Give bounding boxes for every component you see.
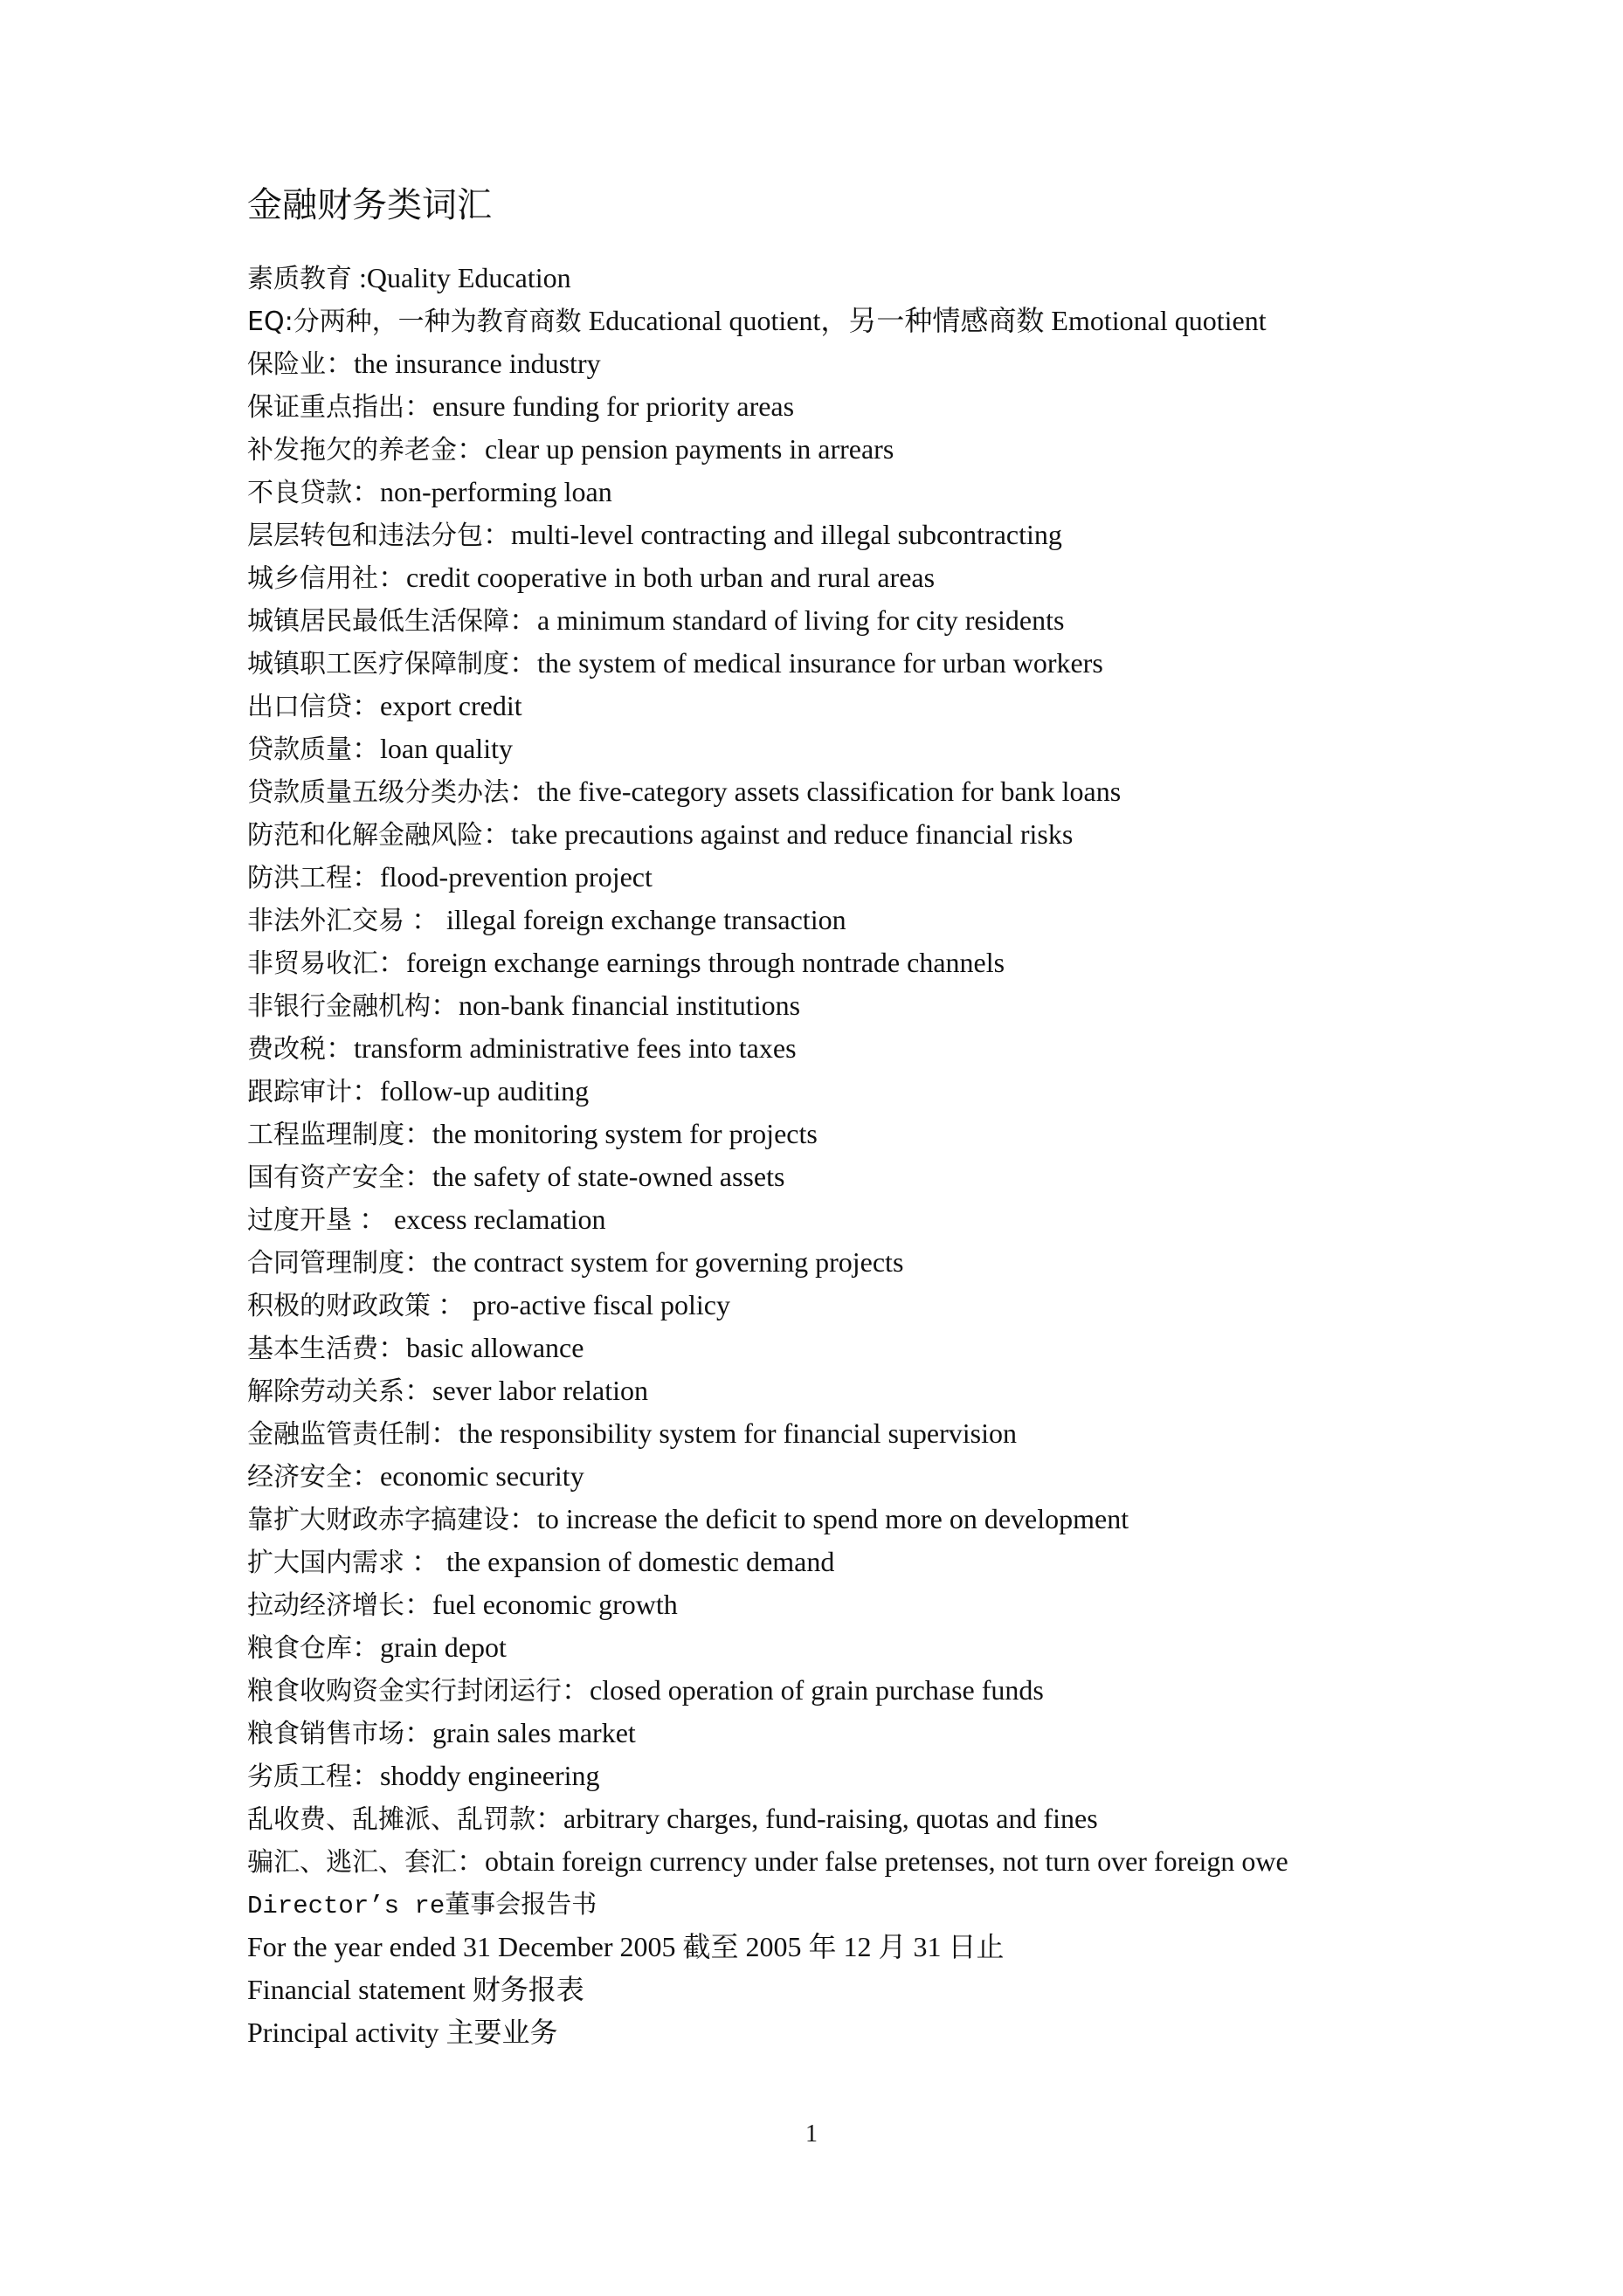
term-english: ：shoddy engineering xyxy=(352,1760,600,1791)
term-english: ：loan quality xyxy=(352,733,513,764)
glossary-entry xyxy=(247,1241,1470,1284)
term-chinese: 贷款质量五级分类办法 xyxy=(247,777,509,808)
glossary-entry xyxy=(247,984,1470,1027)
glossary-entry xyxy=(247,1797,1470,1840)
term-english: ：flood-prevention project xyxy=(352,861,653,893)
term-english: ：ensure funding for priority areas xyxy=(404,390,795,422)
glossary-entry xyxy=(247,514,1470,556)
term-chinese: 工程监理制度 xyxy=(247,1120,404,1150)
term-english: For the year ended 31 December 2005 截至 2005 年 12 月 31 日止 xyxy=(247,1931,1005,1962)
term-english: ： illegal foreign exchange transaction xyxy=(404,904,846,935)
term-chinese: 非法外汇交易 xyxy=(247,906,404,936)
term-chinese: 积极的财政政策 xyxy=(247,1291,431,1321)
term-chinese: 出口信贷 xyxy=(247,692,352,722)
glossary-entry xyxy=(247,1968,1470,2011)
term-english: :Quality Education xyxy=(352,262,571,293)
term-chinese: 防范和化解金融风险 xyxy=(247,820,483,851)
glossary-entry xyxy=(247,1583,1470,1626)
term-chinese: 粮食收购资金实行封闭运行 xyxy=(247,1676,562,1706)
glossary-entry xyxy=(247,1027,1470,1070)
term-chinese: 骗汇、逃汇、套汇 xyxy=(247,1847,457,1878)
term-english: ：basic allowance xyxy=(378,1332,584,1363)
document-title: 金融财务类词汇 xyxy=(247,185,492,225)
glossary-entry xyxy=(247,1455,1470,1498)
term-chinese: 粮食仓库 xyxy=(247,1633,352,1664)
term-chinese: 解除劳动关系 xyxy=(247,1376,404,1407)
glossary-entry xyxy=(247,1284,1470,1327)
glossary-entry xyxy=(247,1840,1470,1883)
glossary-entry xyxy=(247,1755,1470,1797)
term-english: ：the system of medical insurance for urban workers xyxy=(509,647,1103,679)
glossary-entry xyxy=(247,1155,1470,1198)
term-english: ：take precautions against and reduce financial risks xyxy=(483,818,1074,850)
term-english: ：grain sales market xyxy=(404,1717,636,1748)
term-chinese: 拉动经济增长 xyxy=(247,1590,404,1621)
term-english: ：export credit xyxy=(352,690,522,721)
glossary-entry xyxy=(247,685,1470,727)
glossary-entry xyxy=(247,257,1470,300)
term-chinese: 非银行金融机构 xyxy=(247,991,431,1022)
term-english: ：the monitoring system for projects xyxy=(404,1118,818,1149)
glossary-entry xyxy=(247,471,1470,514)
glossary-entry xyxy=(247,1113,1470,1155)
term-english: ：the safety of state-owned assets xyxy=(404,1161,785,1192)
term-chinese: 基本生活费 xyxy=(247,1334,378,1364)
glossary-entry xyxy=(247,1412,1470,1455)
term-chinese: 国有资产安全 xyxy=(247,1162,404,1193)
glossary-entry xyxy=(247,813,1470,856)
term-english: ：the five-category assets classification for bank loans xyxy=(509,776,1122,807)
term-english: ：sever labor relation xyxy=(404,1375,649,1406)
glossary-entry xyxy=(247,770,1470,813)
glossary-entry xyxy=(247,899,1470,941)
term-english: ：economic security xyxy=(352,1460,584,1492)
term-chinese: 扩大国内需求 xyxy=(247,1548,404,1578)
glossary-entry xyxy=(247,1626,1470,1669)
term-english: ：fuel economic growth xyxy=(404,1589,678,1620)
glossary-entry xyxy=(247,556,1470,599)
glossary-entry xyxy=(247,342,1470,385)
glossary-entry xyxy=(247,300,1470,342)
term-chinese: 城镇职工医疗保障制度 xyxy=(247,649,509,679)
glossary-entry xyxy=(247,2011,1470,2054)
term-english: ： excess reclamation xyxy=(352,1203,606,1235)
glossary-entry xyxy=(247,1198,1470,1241)
glossary-entry xyxy=(247,428,1470,471)
term-chinese: 粮食销售市场 xyxy=(247,1719,404,1749)
glossary-list xyxy=(247,257,1470,2054)
glossary-entry xyxy=(247,1712,1470,1755)
term-chinese: 补发拖欠的养老金 xyxy=(247,435,457,465)
term-chinese: 不良贷款 xyxy=(247,478,352,508)
glossary-entry xyxy=(247,1498,1470,1541)
term-chinese: 费改税 xyxy=(247,1034,326,1065)
term-chinese: 贷款质量 xyxy=(247,734,352,765)
glossary-entry xyxy=(247,1541,1470,1583)
term-chinese: 非贸易收汇 xyxy=(247,948,378,979)
glossary-entry xyxy=(247,856,1470,899)
page-number: 1 xyxy=(805,2120,818,2148)
term-english: ： the expansion of domestic demand xyxy=(404,1546,835,1577)
term-chinese: 合同管理制度 xyxy=(247,1248,404,1279)
term-english: ：to increase the deficit to spend more on development xyxy=(509,1503,1129,1534)
term-chinese: 经济安全 xyxy=(247,1462,352,1493)
term-english: ：a minimum standard of living for city residents xyxy=(509,604,1065,636)
glossary-entry xyxy=(247,1369,1470,1412)
term-english: ：closed operation of grain purchase funds xyxy=(562,1674,1044,1706)
glossary-entry xyxy=(247,1070,1470,1113)
term-english: ：obtain foreign currency under false pretenses, not turn over foreign owe xyxy=(457,1845,1288,1877)
glossary-entry xyxy=(247,1669,1470,1712)
term-chinese: 层层转包和违法分包 xyxy=(247,521,483,551)
term-english: ：the insurance industry xyxy=(326,348,601,379)
term-chinese: 靠扩大财政赤字搞建设 xyxy=(247,1505,509,1535)
glossary-entry xyxy=(247,1883,1470,1926)
term-chinese: 城镇居民最低生活保障 xyxy=(247,606,509,637)
glossary-entry xyxy=(247,1926,1470,1968)
term-chinese: 素质教育 xyxy=(247,264,352,294)
term-english: ： pro-active fiscal policy xyxy=(431,1289,730,1320)
term-chinese: 保证重点指出 xyxy=(247,392,404,423)
term-english: ：grain depot xyxy=(352,1631,507,1663)
term-chinese: 防洪工程 xyxy=(247,863,352,893)
term-english: Financial statement 财务报表 xyxy=(247,1974,584,2005)
term-english: ：multi-level contracting and illegal subcontracting xyxy=(483,519,1062,550)
glossary-entry xyxy=(247,642,1470,685)
term-english: ：the contract system for governing projects xyxy=(404,1246,904,1278)
term-chinese: 过度开垦 xyxy=(247,1205,352,1236)
term-chinese: 金融监管责任制 xyxy=(247,1419,431,1450)
term-english: ：credit cooperative in both urban and rural areas xyxy=(378,562,936,593)
term-english: ：transform administrative fees into taxes xyxy=(326,1032,797,1064)
term-chinese: 跟踪审计 xyxy=(247,1077,352,1107)
glossary-entry xyxy=(247,727,1470,770)
term-chinese: EQ:分两种，一种为教育商数 xyxy=(247,307,582,337)
term-chinese: 保险业 xyxy=(247,349,326,380)
term-chinese: 城乡信用社 xyxy=(247,563,378,594)
term-english: ：non-bank financial institutions xyxy=(431,989,801,1021)
term-english: Principal activity 主要业务 xyxy=(247,2017,558,2048)
term-english: Director’s re董事会报告书 xyxy=(247,1892,597,1920)
term-english: ：clear up pension payments in arrears xyxy=(457,433,894,465)
term-english: ：foreign exchange earnings through nontrade channels xyxy=(378,947,1005,978)
glossary-entry xyxy=(247,599,1470,642)
term-chinese: 劣质工程 xyxy=(247,1762,352,1792)
glossary-entry xyxy=(247,1327,1470,1369)
term-english: ：follow-up auditing xyxy=(352,1075,590,1107)
glossary-entry xyxy=(247,941,1470,984)
term-english: Educational quotient，另一种情感商数 Emotional quotient xyxy=(581,305,1267,336)
glossary-entry xyxy=(247,385,1470,428)
term-chinese: 乱收费、乱摊派、乱罚款 xyxy=(247,1804,535,1835)
term-english: ：non-performing loan xyxy=(352,476,612,507)
term-english: ：arbitrary charges, fund-raising, quotas and fines xyxy=(535,1803,1098,1834)
term-english: ：the responsibility system for financial supervision xyxy=(431,1417,1018,1449)
